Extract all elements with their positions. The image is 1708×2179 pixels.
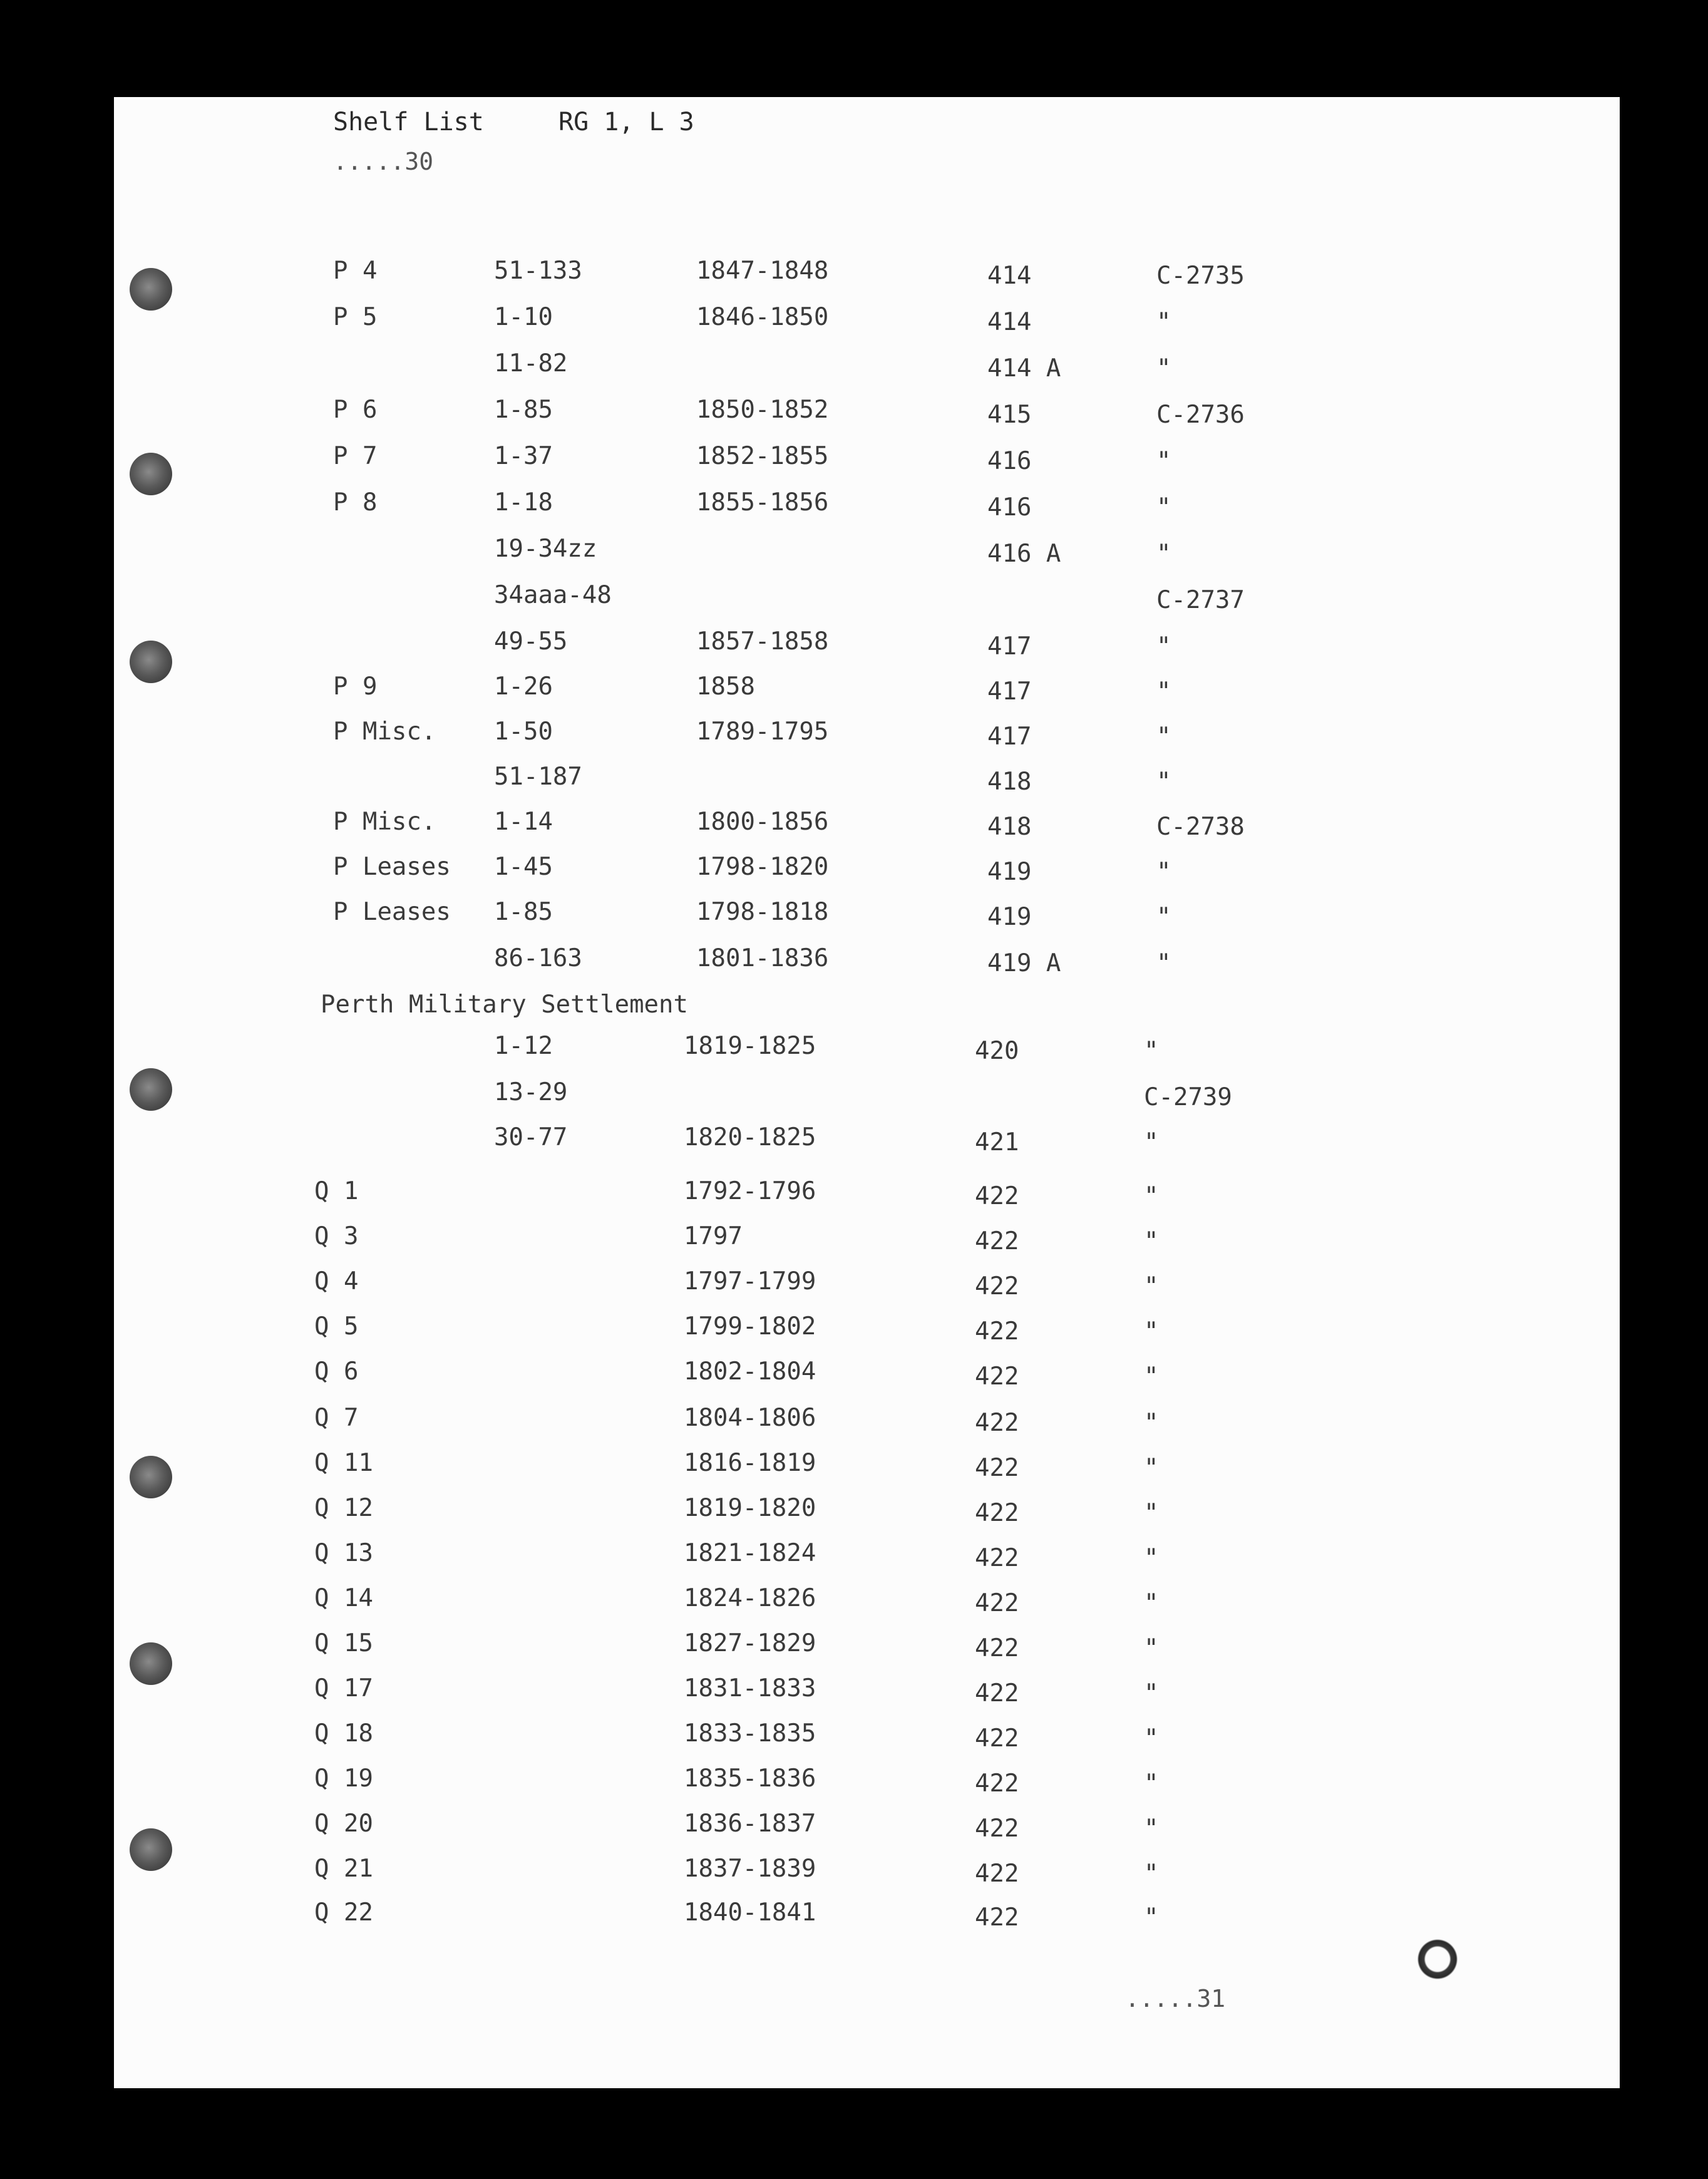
- microfilm-reel-cell: ": [1144, 1860, 1159, 1888]
- date-range-cell: 1857-1858: [696, 627, 829, 656]
- series-cell: Q 3: [314, 1222, 359, 1250]
- series-cell: P 5: [333, 303, 378, 331]
- microfilm-reel-cell: ": [1144, 1363, 1159, 1391]
- box-number-cell: 422: [975, 1903, 1019, 1932]
- series-cell: Q 22: [314, 1898, 373, 1927]
- box-number-cell: 422: [975, 1589, 1019, 1617]
- box-number-cell: 422: [975, 1769, 1019, 1798]
- date-range-cell: 1850-1852: [696, 396, 829, 424]
- series-cell: Q 4: [314, 1267, 359, 1296]
- microfilm-reel-cell: ": [1156, 768, 1171, 796]
- punch-hole: [1416, 1938, 1459, 1981]
- punch-hole: [130, 1456, 172, 1498]
- volume-range-cell: 1-14: [494, 808, 553, 836]
- microfilm-reel-cell: ": [1144, 1454, 1159, 1482]
- series-cell: Q 11: [314, 1449, 373, 1477]
- volume-range-cell: 1-37: [494, 442, 553, 470]
- box-number-cell: 421: [975, 1128, 1019, 1156]
- punch-hole: [130, 268, 172, 311]
- date-range-cell: 1797-1799: [684, 1267, 816, 1296]
- date-range-cell: 1836-1837: [684, 1810, 816, 1838]
- date-range-cell: 1846-1850: [696, 303, 829, 331]
- punch-hole: [130, 641, 172, 683]
- date-range-cell: 1833-1835: [684, 1719, 816, 1748]
- box-number-cell: 414: [987, 308, 1032, 336]
- microfilm-reel-cell: ": [1144, 1903, 1159, 1932]
- microfilm-reel-cell: ": [1156, 723, 1171, 751]
- box-number-cell: 419 A: [987, 949, 1061, 977]
- series-cell: Q 1: [314, 1177, 359, 1205]
- date-range-cell: 1847-1848: [696, 257, 829, 285]
- next-page-number: .....31: [1125, 1985, 1226, 2012]
- date-range-cell: 1831-1833: [684, 1674, 816, 1703]
- microfilm-reel-cell: ": [1144, 1815, 1159, 1843]
- microfilm-reel-cell: ": [1156, 540, 1171, 568]
- date-range-cell: 1840-1841: [684, 1898, 816, 1927]
- box-number-cell: 418: [987, 768, 1032, 796]
- volume-range-cell: 1-85: [494, 898, 553, 926]
- series-cell: P Leases: [333, 853, 451, 881]
- microfilm-reel-cell: ": [1144, 1634, 1159, 1662]
- box-number-cell: 417: [987, 632, 1032, 661]
- microfilm-reel-cell: C-2737: [1156, 586, 1245, 614]
- date-range-cell: 1820-1825: [684, 1123, 816, 1151]
- series-cell: P 4: [333, 257, 378, 285]
- microfilm-reel-cell: ": [1156, 447, 1171, 475]
- volume-range-cell: 34aaa-48: [494, 581, 612, 609]
- series-cell: P 7: [333, 442, 378, 470]
- punch-hole: [130, 1068, 172, 1111]
- box-number-cell: 422: [975, 1544, 1019, 1572]
- box-number-cell: 422: [975, 1860, 1019, 1888]
- microfilm-reel-cell: ": [1144, 1037, 1159, 1065]
- series-cell: Q 20: [314, 1810, 373, 1838]
- box-number-cell: 422: [975, 1724, 1019, 1753]
- date-range-cell: 1804-1806: [684, 1404, 816, 1432]
- punch-hole: [130, 1828, 172, 1871]
- series-cell: Q 14: [314, 1584, 373, 1612]
- microfilm-reel-cell: ": [1144, 1317, 1159, 1346]
- microfilm-reel-cell: ": [1144, 1499, 1159, 1527]
- box-number-cell: 422: [975, 1454, 1019, 1482]
- date-range-cell: 1855-1856: [696, 488, 829, 517]
- microfilm-reel-cell: ": [1144, 1128, 1159, 1156]
- box-number-cell: 420: [975, 1037, 1019, 1065]
- microfilm-reel-cell: ": [1144, 1679, 1159, 1708]
- date-range-cell: 1852-1855: [696, 442, 829, 470]
- series-cell: Q 6: [314, 1357, 359, 1386]
- microfilm-reel-cell: ": [1156, 308, 1171, 336]
- box-number-cell: 422: [975, 1815, 1019, 1843]
- box-number-cell: 417: [987, 723, 1032, 751]
- series-cell: Q 5: [314, 1312, 359, 1341]
- record-group-label: RG 1, L 3: [558, 108, 694, 137]
- previous-page-number: .....30: [333, 148, 434, 175]
- volume-range-cell: 1-12: [494, 1032, 553, 1060]
- series-cell: P 6: [333, 396, 378, 424]
- microfilm-reel-cell: ": [1156, 858, 1171, 886]
- box-number-cell: 422: [975, 1272, 1019, 1301]
- date-range-cell: 1837-1839: [684, 1855, 816, 1883]
- series-cell: Q 21: [314, 1855, 373, 1883]
- volume-range-cell: 51-187: [494, 763, 582, 791]
- date-range-cell: 1819-1825: [684, 1032, 816, 1060]
- box-number-cell: 419: [987, 903, 1032, 931]
- microfilm-reel-cell: ": [1156, 903, 1171, 931]
- series-cell: Q 12: [314, 1494, 373, 1522]
- box-number-cell: 422: [975, 1499, 1019, 1527]
- date-range-cell: 1827-1829: [684, 1629, 816, 1657]
- box-number-cell: 422: [975, 1679, 1019, 1708]
- box-number-cell: 422: [975, 1317, 1019, 1346]
- list-title: Shelf List: [333, 108, 484, 137]
- date-range-cell: 1792-1796: [684, 1177, 816, 1205]
- series-cell: P Misc.: [333, 808, 436, 836]
- box-number-cell: 414 A: [987, 354, 1061, 383]
- microfilm-reel-cell: ": [1144, 1589, 1159, 1617]
- box-number-cell: 414: [987, 262, 1032, 290]
- date-range-cell: 1799-1802: [684, 1312, 816, 1341]
- volume-range-cell: 19-34zz: [494, 535, 597, 563]
- series-cell: Q 17: [314, 1674, 373, 1703]
- microfilm-reel-cell: ": [1156, 354, 1171, 383]
- box-number-cell: 422: [975, 1634, 1019, 1662]
- series-cell: Q 18: [314, 1719, 373, 1748]
- box-number-cell: 417: [987, 677, 1032, 706]
- microfilm-reel-cell: C-2739: [1144, 1083, 1232, 1111]
- punch-hole: [130, 1642, 172, 1685]
- series-cell: Q 13: [314, 1539, 373, 1567]
- box-number-cell: 416: [987, 493, 1032, 522]
- date-range-cell: 1798-1820: [696, 853, 829, 881]
- volume-range-cell: 1-50: [494, 718, 553, 746]
- volume-range-cell: 51-133: [494, 257, 582, 285]
- series-cell: Q 15: [314, 1629, 373, 1657]
- date-range-cell: 1802-1804: [684, 1357, 816, 1386]
- series-cell: Q 7: [314, 1404, 359, 1432]
- microfilm-reel-cell: C-2735: [1156, 262, 1245, 290]
- box-number-cell: 416 A: [987, 540, 1061, 568]
- microfilm-reel-cell: ": [1156, 949, 1171, 977]
- microfilm-reel-cell: C-2736: [1156, 401, 1245, 429]
- box-number-cell: 422: [975, 1363, 1019, 1391]
- volume-range-cell: 11-82: [494, 349, 568, 378]
- volume-range-cell: 1-10: [494, 303, 553, 331]
- document-page: [114, 97, 1620, 2088]
- date-range-cell: 1798-1818: [696, 898, 829, 926]
- date-range-cell: 1789-1795: [696, 718, 829, 746]
- volume-range-cell: 49-55: [494, 627, 568, 656]
- punch-hole: [130, 453, 172, 495]
- series-cell: P 8: [333, 488, 378, 517]
- box-number-cell: 422: [975, 1227, 1019, 1255]
- date-range-cell: 1824-1826: [684, 1584, 816, 1612]
- date-range-cell: 1801-1836: [696, 944, 829, 972]
- volume-range-cell: 1-45: [494, 853, 553, 881]
- volume-range-cell: 86-163: [494, 944, 582, 972]
- microfilm-reel-cell: ": [1144, 1409, 1159, 1437]
- series-cell: P Leases: [333, 898, 451, 926]
- volume-range-cell: 30-77: [494, 1123, 568, 1151]
- box-number-cell: 415: [987, 401, 1032, 429]
- microfilm-reel-cell: ": [1144, 1769, 1159, 1798]
- date-range-cell: 1797: [684, 1222, 743, 1250]
- date-range-cell: 1821-1824: [684, 1539, 816, 1567]
- box-number-cell: 418: [987, 813, 1032, 841]
- series-cell: Q 19: [314, 1764, 373, 1793]
- volume-range-cell: 1-85: [494, 396, 553, 424]
- microfilm-reel-cell: ": [1156, 632, 1171, 661]
- box-number-cell: 419: [987, 858, 1032, 886]
- microfilm-reel-cell: ": [1144, 1272, 1159, 1301]
- series-cell: P Misc.: [333, 718, 436, 746]
- microfilm-reel-cell: ": [1156, 493, 1171, 522]
- series-cell: Perth Military Settlement: [321, 991, 688, 1019]
- volume-range-cell: 13-29: [494, 1078, 568, 1106]
- microfilm-reel-cell: ": [1156, 677, 1171, 706]
- microfilm-reel-cell: ": [1144, 1724, 1159, 1753]
- date-range-cell: 1800-1856: [696, 808, 829, 836]
- date-range-cell: 1816-1819: [684, 1449, 816, 1477]
- series-cell: P 9: [333, 672, 378, 701]
- microfilm-reel-cell: C-2738: [1156, 813, 1245, 841]
- date-range-cell: 1835-1836: [684, 1764, 816, 1793]
- date-range-cell: 1819-1820: [684, 1494, 816, 1522]
- microfilm-reel-cell: ": [1144, 1182, 1159, 1210]
- volume-range-cell: 1-18: [494, 488, 553, 517]
- microfilm-reel-cell: ": [1144, 1227, 1159, 1255]
- box-number-cell: 422: [975, 1409, 1019, 1437]
- microfilm-reel-cell: ": [1144, 1544, 1159, 1572]
- volume-range-cell: 1-26: [494, 672, 553, 701]
- date-range-cell: 1858: [696, 672, 755, 701]
- box-number-cell: 416: [987, 447, 1032, 475]
- box-number-cell: 422: [975, 1182, 1019, 1210]
